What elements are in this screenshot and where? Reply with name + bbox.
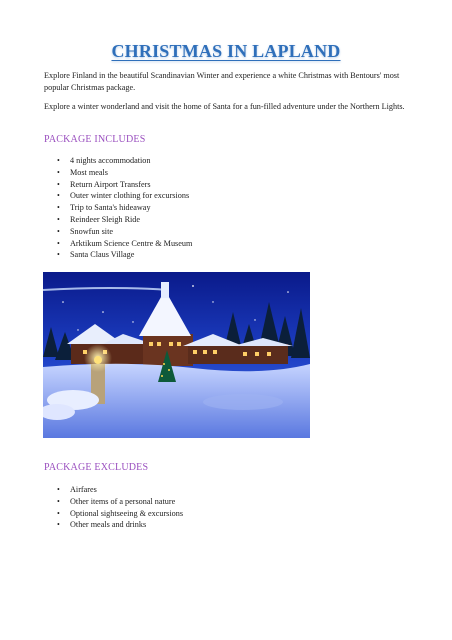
list-item: • Santa Claus Village — [44, 249, 192, 261]
santa-village-photo — [43, 272, 310, 438]
list-item: • Reindeer Sleigh Ride — [44, 214, 192, 226]
list-item: • Trip to Santa's hideaway — [44, 202, 192, 214]
list-item: • Other meals and drinks — [44, 519, 183, 531]
list-item: • Most meals — [44, 167, 192, 179]
list-item: • Airfares — [44, 484, 183, 496]
list-item: • Snowfun site — [44, 226, 192, 238]
includes-heading: PACKAGE INCLUDES — [44, 134, 146, 145]
intro-paragraph-1: Explore Finland in the beautiful Scandinavian Winter and experience a white Christmas with Bentours' most popular Christmas package. — [44, 71, 400, 92]
list-item: • 4 nights accommodation — [44, 155, 192, 167]
list-item: • Other items of a personal nature — [44, 496, 183, 508]
page-title: CHRISTMAS IN LAPLAND — [111, 41, 341, 61]
excludes-heading: PACKAGE EXCLUDES — [44, 462, 149, 473]
includes-list — [44, 155, 192, 261]
list-item: • Return Airport Transfers — [44, 179, 192, 191]
excludes-list — [44, 484, 183, 531]
list-item: • Arktikum Science Centre & Museum — [44, 238, 192, 250]
list-item: • Optional sightseeing & excursions — [44, 508, 183, 520]
list-item: • Outer winter clothing for excursions — [44, 190, 192, 202]
intro-paragraph-2: Explore a winter wonderland and visit the home of Santa for a fun-filled adventure under the Northern Lights. — [44, 102, 405, 111]
